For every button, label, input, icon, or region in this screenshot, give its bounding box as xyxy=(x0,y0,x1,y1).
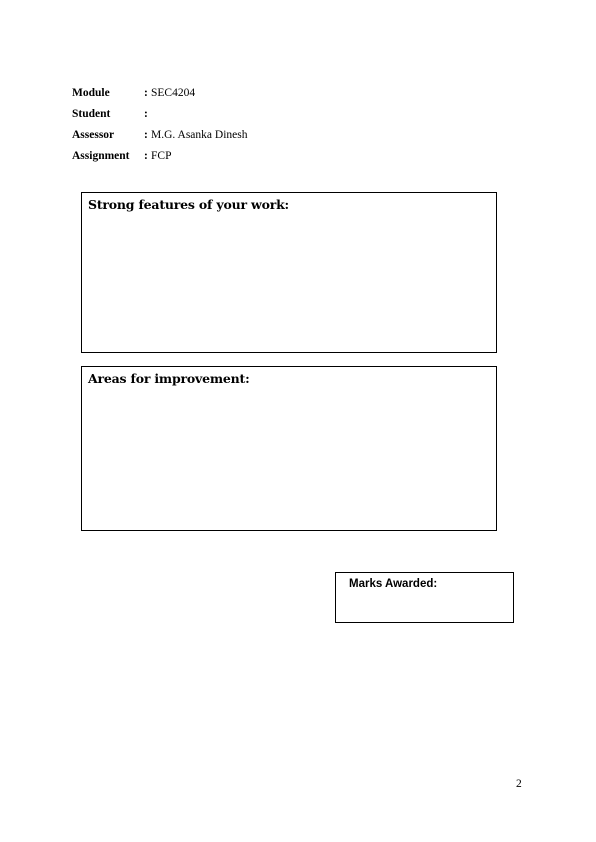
assessor-value: M.G. Asanka Dinesh xyxy=(151,129,248,141)
assignment-value: FCP xyxy=(151,150,172,162)
module-colon: : xyxy=(144,87,148,99)
assignment-colon: : xyxy=(144,150,148,162)
areas-for-improvement-title: Areas for improvement: xyxy=(88,371,250,386)
module-label: Module xyxy=(72,87,110,99)
marks-awarded-box xyxy=(335,572,514,623)
areas-for-improvement-box xyxy=(81,366,497,531)
assignment-label: Assignment xyxy=(72,150,130,162)
student-colon: : xyxy=(144,108,148,120)
assessor-colon: : xyxy=(144,129,148,141)
strong-features-box xyxy=(81,192,497,353)
marks-awarded-title: Marks Awarded: xyxy=(349,578,438,590)
module-value: SEC4204 xyxy=(151,87,196,99)
page-number: 2 xyxy=(516,778,522,790)
strong-features-title: Strong features of your work: xyxy=(88,197,289,212)
assessor-label: Assessor xyxy=(72,129,115,141)
student-label: Student xyxy=(72,108,111,120)
